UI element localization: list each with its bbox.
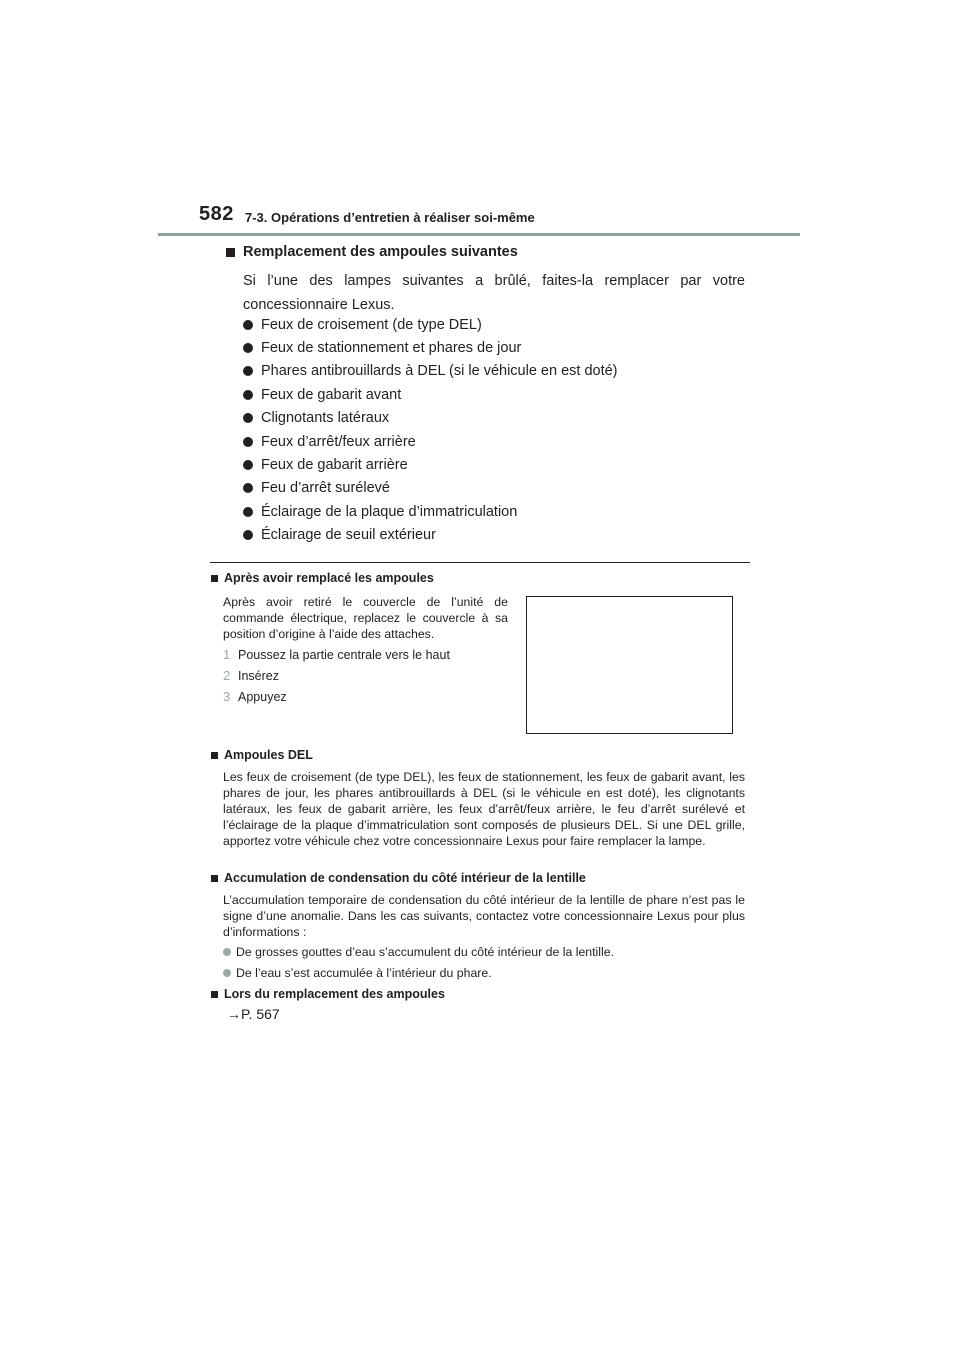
- section-heading-text: Remplacement des ampoules suivantes: [243, 244, 518, 260]
- step-label: Poussez la partie centrale vers le haut: [238, 647, 450, 662]
- page-reference[interactable]: [227, 1006, 280, 1022]
- step-label: Insérez: [238, 668, 279, 683]
- list-item: [243, 336, 618, 359]
- intro-paragraph: Si l’une des lampes suivantes a brûlé, faites-la remplacer par votre concessionnaire Lexus.: [243, 273, 745, 313]
- note-text-led: Les feux de croisement (de type DEL), les feux de stationnement, les feux de gabarit avant, les phares de jour, les phares antibrouillards à DEL (si le véhicule en est doté), les clignotants latéraux, les feux de gabarit arrière, les feux d’arrêt/feux arrière, le feu d’arrêt surélevé et l’éclairage de la plaque d’immatriculation sont composés de plusieurs DEL. Si une DEL grille, apportez votre véhicule chez votre concessionnaire Lexus pour faire remplacer la lampe.: [223, 770, 745, 848]
- bullet-icon: [243, 483, 253, 493]
- section-divider: [210, 562, 750, 563]
- step-number: 1: [223, 647, 231, 662]
- list-item-text: De l’eau s’est accumulée à l’intérieur du phare.: [236, 966, 492, 980]
- bullet-icon: [243, 460, 253, 470]
- bullet-icon: [243, 366, 253, 376]
- page-reference-text: P. 567: [241, 1006, 280, 1022]
- list-item-text: Clignotants latéraux: [261, 410, 390, 427]
- list-item: [243, 453, 618, 476]
- list-item: [243, 360, 618, 383]
- bullet-icon: [223, 969, 231, 977]
- square-bullet-icon: [211, 991, 218, 998]
- lamp-list: [243, 313, 618, 547]
- bullet-icon: [243, 413, 253, 423]
- step-number: 3: [223, 689, 231, 704]
- list-item-text: Feu d’arrêt surélevé: [261, 480, 390, 497]
- list-item: [243, 313, 618, 336]
- note-heading-text: Ampoules DEL: [224, 748, 313, 762]
- note-heading-text: Accumulation de condensation du côté intérieur de la lentille: [224, 871, 586, 885]
- note-heading-text: Lors du remplacement des ampoules: [224, 987, 445, 1001]
- bullet-icon: [243, 390, 253, 400]
- bullet-icon: [243, 320, 253, 330]
- illustration-frame: [526, 596, 733, 734]
- note-heading-led: [211, 748, 313, 762]
- section-heading: [226, 244, 518, 260]
- bullet-icon: [243, 507, 253, 517]
- note-heading-when-replacing: [211, 987, 445, 1001]
- list-item-text: Feux de gabarit avant: [261, 386, 402, 403]
- list-item: [243, 524, 618, 547]
- step-1: [223, 647, 450, 662]
- list-item-text: Éclairage de seuil extérieur: [261, 527, 436, 544]
- square-bullet-icon: [211, 752, 218, 759]
- list-item-text: Phares antibrouillards à DEL (si le véhicule en est doté): [261, 363, 618, 380]
- list-item: [243, 430, 618, 453]
- note-text-condensation: L’accumulation temporaire de condensation du côté intérieur de la lentille de phare n’est pas le signe d’une anomalie. Dans les cas suivants, contactez votre concessionnaire Lexus pour plus d’informations :: [223, 893, 745, 939]
- list-item: [223, 966, 492, 980]
- step-number: 2: [223, 668, 231, 683]
- list-item-text: Feux de stationnement et phares de jour: [261, 340, 522, 357]
- chapter-title: 7-3. Opérations d’entretien à réaliser soi-même: [245, 210, 535, 225]
- list-item: [223, 945, 614, 959]
- note-heading-text: Après avoir remplacé les ampoules: [224, 571, 434, 585]
- list-item-text: Éclairage de la plaque d’immatriculation: [261, 503, 518, 520]
- bullet-icon: [243, 343, 253, 353]
- square-bullet-icon: [211, 875, 218, 882]
- bullet-icon: [223, 948, 231, 956]
- list-item: [243, 477, 618, 500]
- list-item: [243, 383, 618, 406]
- step-label: Appuyez: [238, 689, 287, 704]
- note-heading-after-replacing: [211, 571, 434, 585]
- list-item: [243, 407, 618, 430]
- page-number: 582: [199, 203, 234, 225]
- arrow-right-icon: →: [227, 1006, 241, 1022]
- list-item-text: Feux de croisement (de type DEL): [261, 316, 482, 333]
- list-item-text: Feux de gabarit arrière: [261, 457, 408, 474]
- step-3: [223, 689, 287, 704]
- bullet-icon: [243, 437, 253, 447]
- note-heading-condensation: [211, 871, 586, 885]
- list-item-text: Feux d’arrêt/feux arrière: [261, 433, 416, 450]
- header-rule: [158, 233, 800, 236]
- square-bullet-icon: [226, 248, 235, 257]
- step-2: [223, 668, 279, 683]
- list-item-text: De grosses gouttes d’eau s’accumulent du côté intérieur de la lentille.: [236, 945, 615, 959]
- note-text-after-replacing: Après avoir retiré le couvercle de l’unité de commande électrique, replacez le couvercle à sa position d’origine à l’aide des attaches.: [223, 595, 508, 641]
- list-item: [243, 500, 618, 523]
- bullet-icon: [243, 530, 253, 540]
- square-bullet-icon: [211, 575, 218, 582]
